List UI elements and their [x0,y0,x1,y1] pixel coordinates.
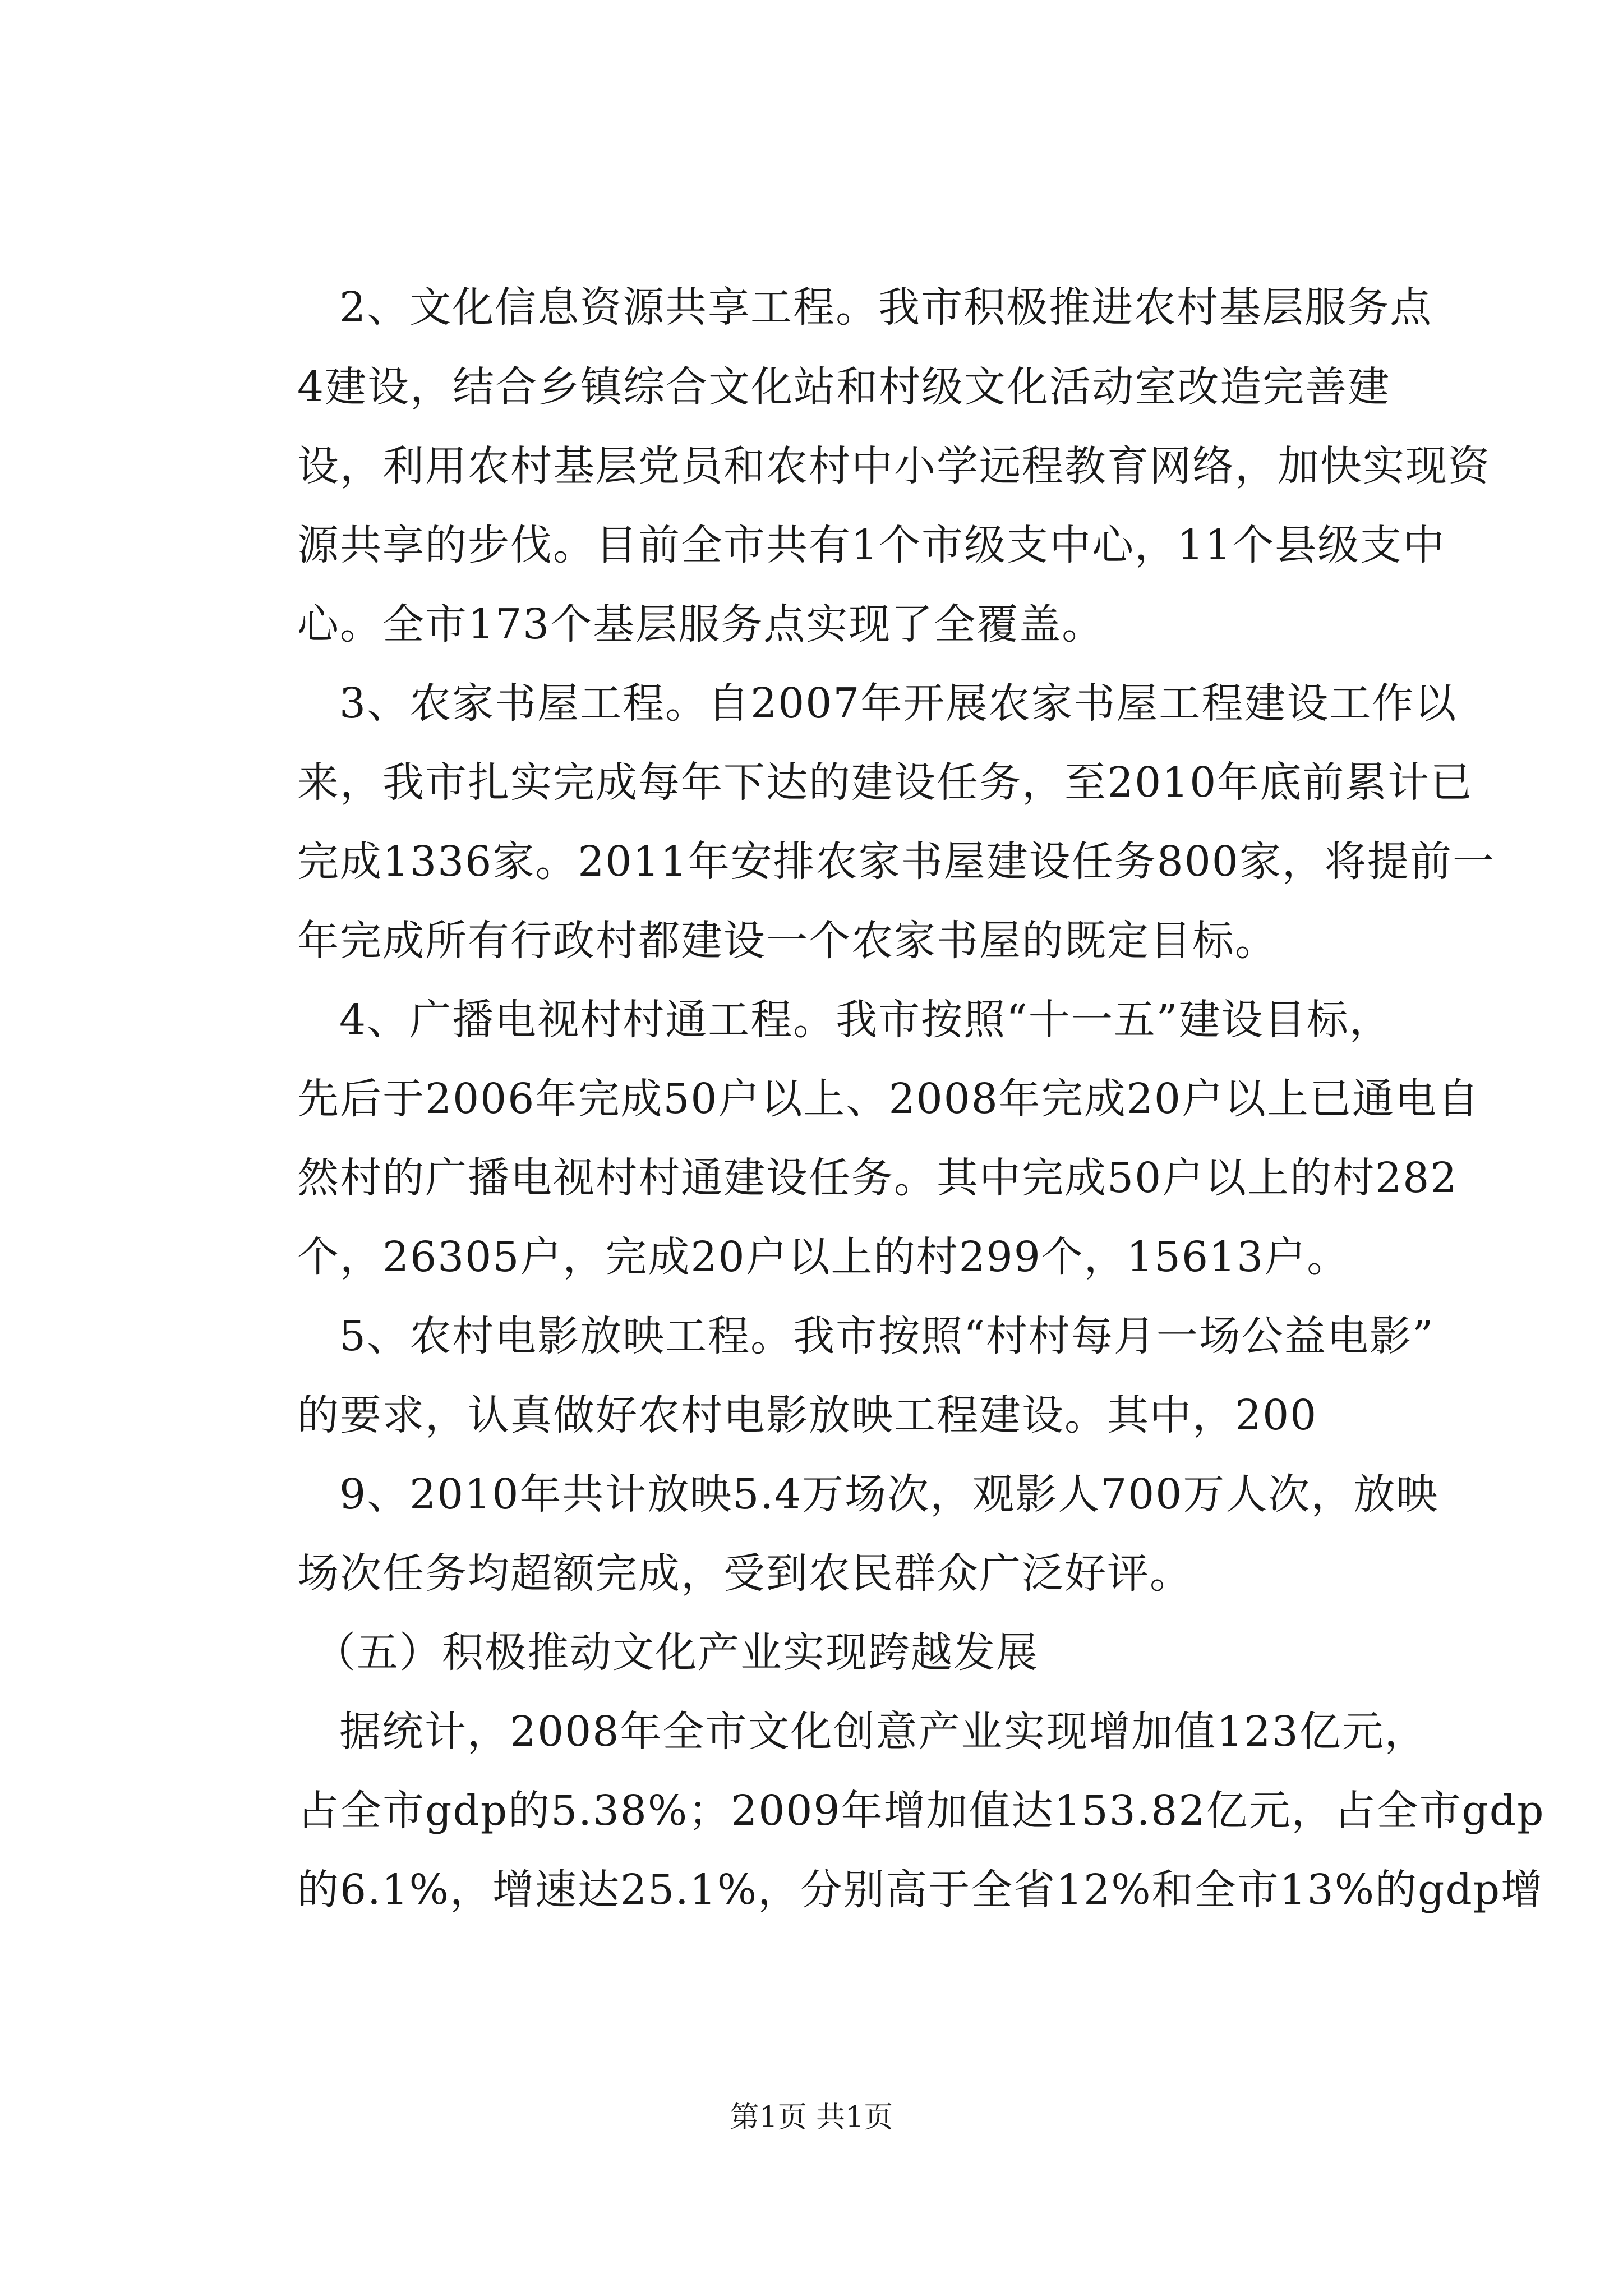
paragraph-line: 9、2010年共计放映5.4万场次，观影人700万人次，放映 [339,1470,1439,1519]
page-footer: 第1页 共1页 [730,2101,893,2134]
paragraph-line: 3、农家书屋工程。自2007年开展农家书屋工程建设工作以 [339,679,1458,728]
paragraph-line: 4建设，结合乡镇综合文化站和村级文化活动室改造完善建 [297,363,1391,411]
paragraph-line: 据统计，2008年全市文化创意产业实现增加值123亿元， [339,1708,1427,1756]
paragraph-line: 4、广播电视村村通工程。我市按照“十一五”建设目标， [339,996,1392,1044]
paragraph-line: 个，26305户，完成20户以上的村299个，15613户。 [297,1233,1350,1281]
paragraph-line: 然村的广播电视村村通建设任务。其中完成50户以上的村282 [297,1154,1458,1202]
paragraph-line: 先后于2006年完成50户以上、2008年完成20户以上已通电自 [297,1075,1480,1123]
paragraph-line: 年完成所有行政村都建设一个农家书屋的既定目标。 [297,917,1278,965]
paragraph-line: 场次任务均超额完成，受到农民群众广泛好评。 [297,1549,1192,1598]
paragraph-line: 2、文化信息资源共享工程。我市积极推进农村基层服务点 [339,283,1433,332]
paragraph-line: 的6.1%，增速达25.1%，分别高于全省12%和全市13%的gdp增 [297,1866,1544,1914]
paragraph-line: 心。全市173个基层服务点实现了全覆盖。 [297,600,1105,648]
paragraph-line: 的要求，认真做好农村电影放映工程建设。其中，200 [297,1391,1318,1439]
paragraph-line: 设，利用农村基层党员和农村中小学远程教育网络，加快实现资 [297,442,1491,490]
paragraph-line: 来，我市扎实完成每年下达的建设任务，至2010年底前累计已 [297,758,1473,807]
paragraph-line: 源共享的步伐。目前全市共有1个市级支中心，11个县级支中 [297,521,1446,569]
section-heading: （五）积极推动文化产业实现跨越发展 [314,1628,1039,1677]
paragraph-line: 完成1336家。2011年安排农家书屋建设任务800家，将提前一 [297,838,1495,886]
paragraph-line: 占全市gdp的5.38%；2009年增加值达153.82亿元，占全市gdp [297,1787,1545,1835]
paragraph-line: 5、农村电影放映工程。我市按照“村村每月一场公益电影” [339,1312,1435,1360]
